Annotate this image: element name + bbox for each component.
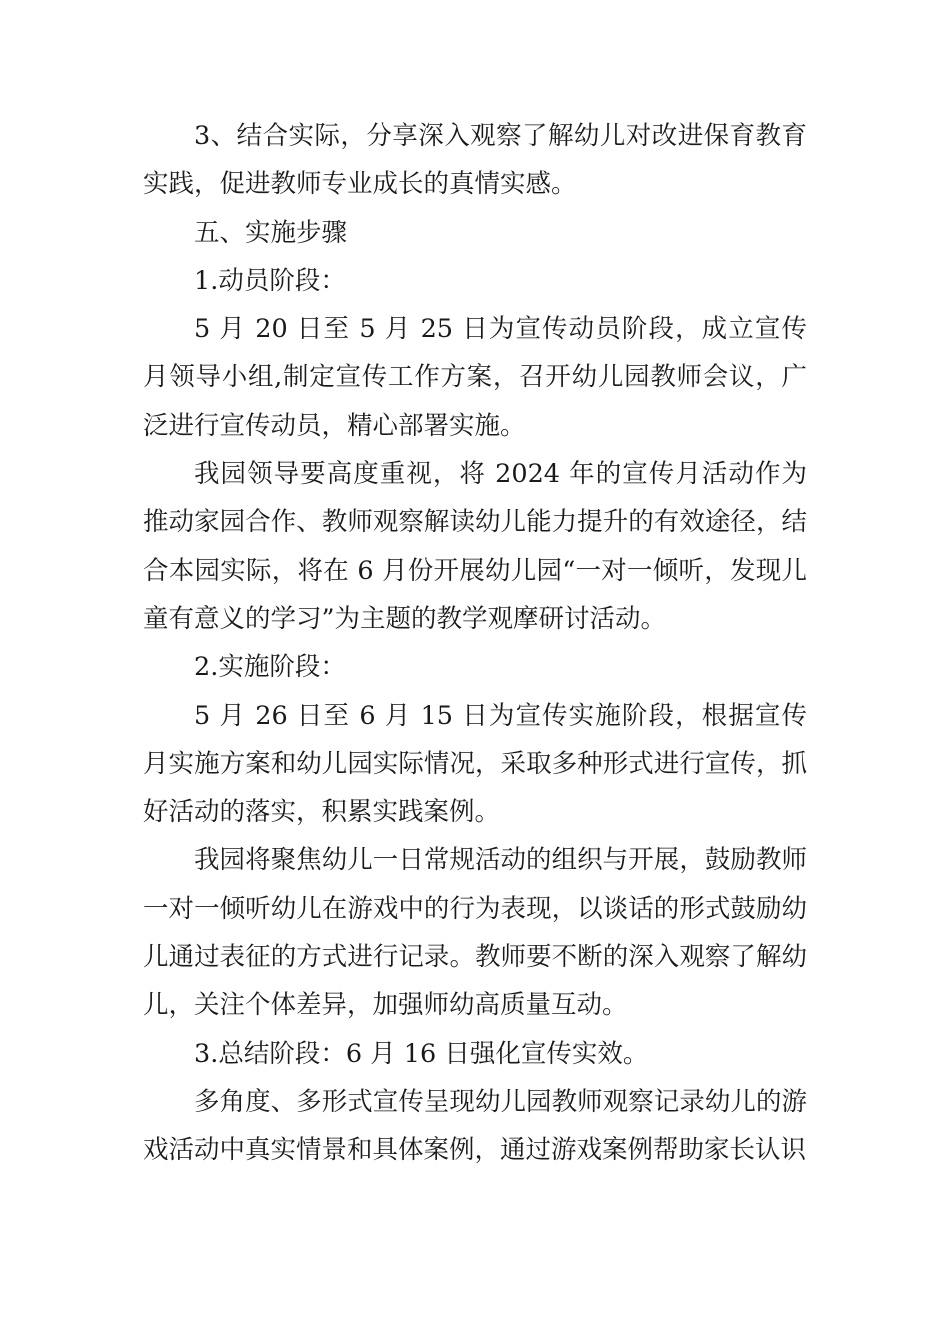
paragraph-implementation-dates: 5 月 26 日至 6 月 15 日为宣传实施阶段，根据宣传月实施方案和幼儿园实际情况，采取多种形式进行宣传，抓好活动的落实，积累实践案例。 [143,700,807,828]
paragraph-daily-activities: 我园将聚焦幼儿一日常规活动的组织与开展，鼓励教师一对一倾听幼儿在游戏中的行为表现，以谈话的形式鼓励幼儿通过表征的方式进行记录。教师要不断的深入观察了解幼儿，关注个体差异，加强师幼高质量互动。 [143,845,807,1021]
paragraph-leadership-emphasis: 我园领导要高度重视，将 2024 年的宣传月活动作为推动家园合作、教师观察解读幼儿能力提升的有效途径，结合本园实际，将在 6 月份开展幼儿园“一对一倾听，发现儿童有意义的学习”为主题的教学观摩研讨活动。 [143,459,807,634]
paragraph-mobilization-dates: 5 月 20 日至 5 月 25 日为宣传动员阶段，成立宣传月领导小组,制定宣传工作方案，召开幼儿园教师会议，广泛进行宣传动员，精心部署实施。 [143,314,807,441]
document-body [143,112,807,1175]
subheading-mobilization-stage: 1.动员阶段： [194,265,346,296]
paragraph-multi-angle-publicity: 多角度、多形式宣传呈现幼儿园教师观察记录幼儿的游戏活动中真实情景和具体案例，通过游戏案例帮助家长认识 [143,1086,807,1166]
section-heading-implementation-steps: 五、实施步骤 [194,217,348,248]
subheading-implementation-stage: 2.实施阶段： [194,652,346,683]
subheading-summary-stage: 3.总结阶段：6 月 16 日强化宣传实效。 [194,1038,649,1069]
paragraph-point-3: 3、结合实际，分享深入观察了解幼儿对改进保育教育实践，促进教师专业成长的真情实感。 [143,121,807,200]
